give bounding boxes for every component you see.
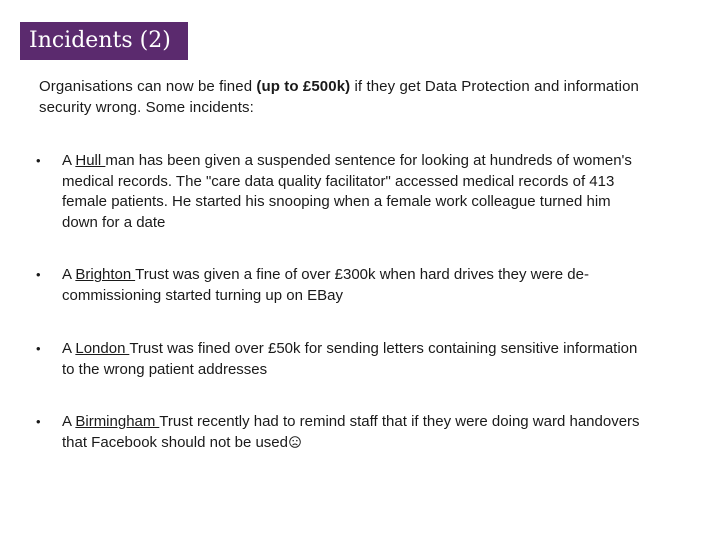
bullet-marker: • (36, 341, 41, 356)
incident-location-hull: Hull (75, 152, 106, 169)
incident-prefix: A (62, 413, 76, 430)
incident-description: Trust was fined over £50k for sending letters containing sensitive information to the wrong patient addresses (62, 340, 638, 378)
frown-face-icon (289, 436, 301, 448)
incident-text (62, 412, 647, 453)
incident-location-london: London (75, 340, 130, 357)
incident-prefix: A (62, 152, 76, 169)
bullet-marker: • (36, 267, 41, 282)
intro-text-2: if they get Data Protection and information security wrong. Some incidents: (39, 78, 639, 116)
intro-text-1: Organisations can now be fined (39, 78, 257, 95)
incident-location-brighton: Brighton (75, 266, 136, 283)
incident-text (62, 151, 647, 233)
incident-description: man has been given a suspended sentence for looking at hundreds of women's medical records. The "care data quality facilitator" accessed medical records of 413 female patients. He started his snooping when a female work colleague turned him down for a date (62, 152, 632, 231)
bullet-marker: • (36, 414, 41, 429)
incident-text (62, 339, 647, 380)
incident-location-birmingham: Birmingham (75, 413, 160, 430)
incident-description: Trust was given a fine of over £300k when hard drives they were de-commissioning started turning up on EBay (62, 266, 589, 304)
bullet-marker: • (36, 153, 41, 168)
slide-title: Incidents (2) (20, 22, 188, 60)
incident-text (62, 265, 647, 306)
incident-prefix: A (62, 340, 76, 357)
intro-paragraph (39, 76, 659, 118)
intro-fine-amount: (up to £500k) (256, 78, 351, 95)
incident-description: Trust recently had to remind staff that if they were doing ward handovers that Facebook should not be used (62, 413, 640, 451)
incident-prefix: A (62, 266, 76, 283)
